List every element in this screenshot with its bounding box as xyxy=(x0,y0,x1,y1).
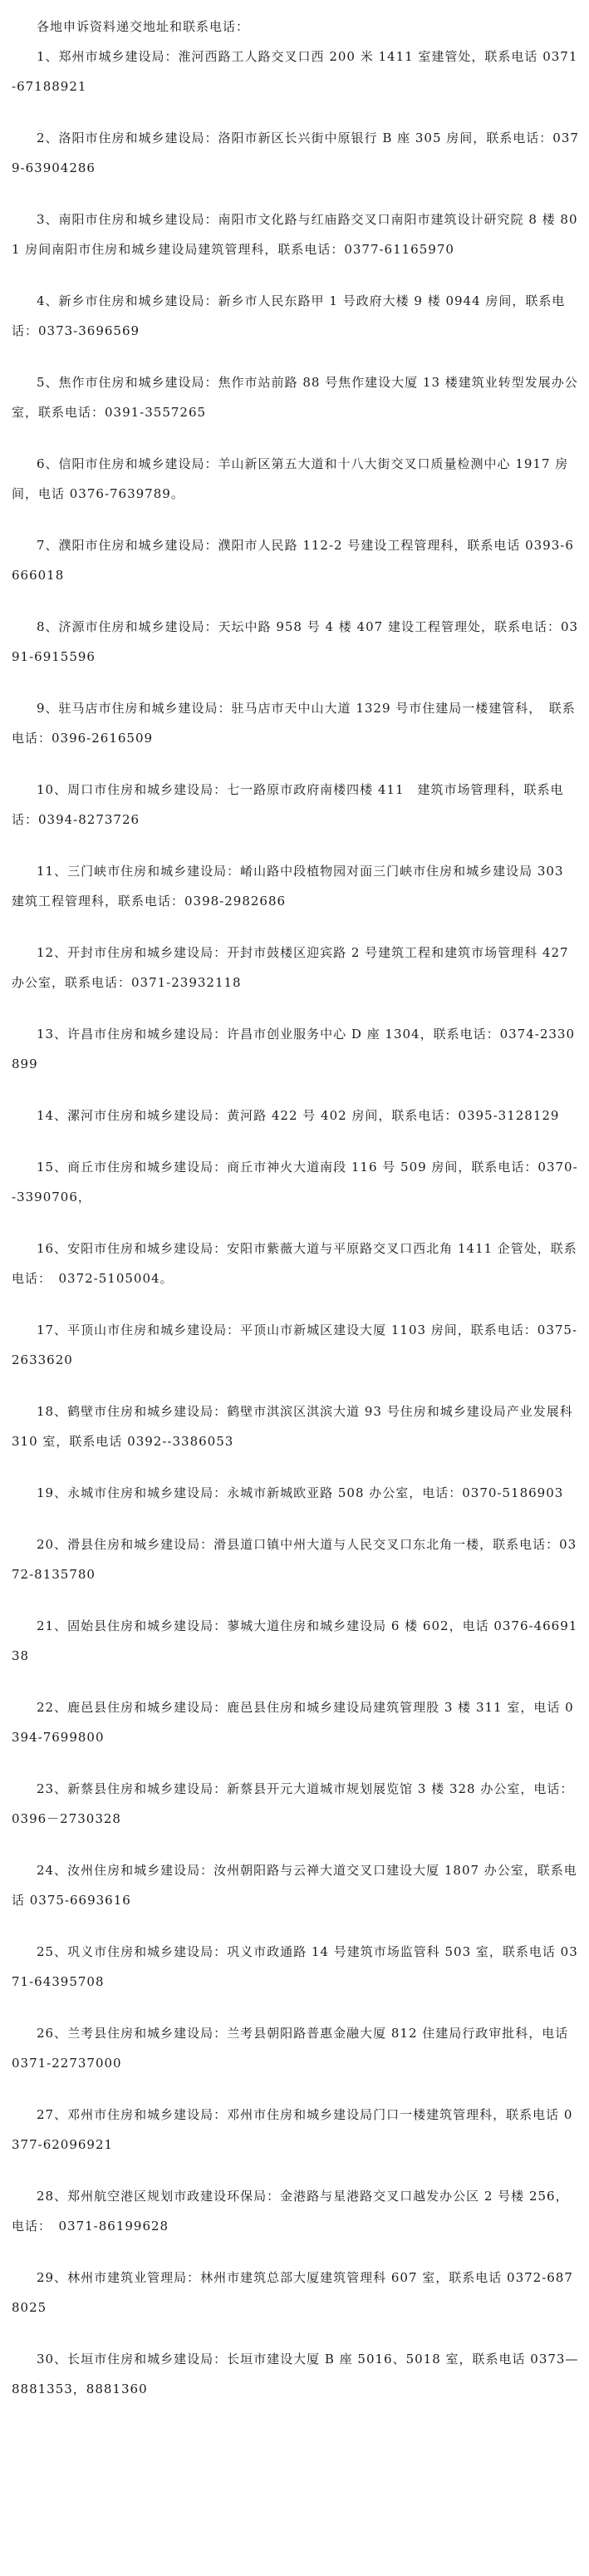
entry-27: 27、邓州市住房和城乡建设局：邓州市住房和城乡建设局门口一楼建筑管理科，联系电话 0377-62096921 xyxy=(12,2107,573,2152)
entry-5: 5、焦作市住房和城乡建设局：焦作市站前路 88 号焦作建设大厦 13 楼建筑业转型发展办公室，联系电话：0391-3557265 xyxy=(12,375,578,420)
intro-heading: 各地申诉资料递交地址和联系电话： xyxy=(37,19,250,34)
entry-6: 6、信阳市住房和城乡建设局：羊山新区第五大道和十八大街交叉口质量检测中心 1917 房间，电话 0376-7639789。 xyxy=(12,456,569,501)
entry-28: 28、郑州航空港区规划市政建设环保局：金港路与星港路交叉口越发办公区 2 号楼 256，电话： 0371-86199628 xyxy=(12,2189,569,2234)
entry-7: 7、濮阳市住房和城乡建设局：濮阳市人民路 112-2 号建设工程管理科，联系电话 0393-6666018 xyxy=(12,538,574,583)
entry-2: 2、洛阳市住房和城乡建设局：洛阳市新区长兴街中原银行 B 座 305 房间，联系电话：0379-63904286 xyxy=(12,131,579,175)
entry-26: 26、兰考县住房和城乡建设局：兰考县朝阳路普惠金融大厦 812 住建局行政审批科，电话 0371-22737000 xyxy=(12,2026,569,2071)
entry-23: 23、新蔡县住房和城乡建设局：新蔡县开元大道城市规划展览馆 3 楼 328 办公室，电话：0396－2730328 xyxy=(12,1781,574,1826)
entry-3: 3、南阳市住房和城乡建设局：南阳市文化路与红庙路交叉口南阳市建筑设计研究院 8 楼 801 房间南阳市住房和城乡建设局建筑管理科，联系电话：0377-61165970 xyxy=(12,212,578,257)
entry-16: 16、安阳市住房和城乡建设局：安阳市紫薇大道与平原路交叉口西北角 1411 企管处，联系电话： 0372-5105004。 xyxy=(12,1241,577,1286)
entry-10: 10、周口市住房和城乡建设局：七一路原市政府南楼四楼 411 建筑市场管理科，联系电话：0394-8273726 xyxy=(12,782,564,827)
entry-24: 24、汝州住房和城乡建设局：汝州朝阳路与云禅大道交叉口建设大厦 1807 办公室，联系电话 0375-6693616 xyxy=(12,1863,577,1908)
entry-14: 14、漯河市住房和城乡建设局：黄河路 422 号 402 房间，联系电话：0395-3128129 xyxy=(37,1108,560,1123)
entry-19: 19、永城市住房和城乡建设局：永城市新城欧亚路 508 办公室，电话：0370-5186903 xyxy=(37,1485,564,1500)
entry-30: 30、长垣市住房和城乡建设局：长垣市建设大厦 B 座 5016、5018 室，联系电话 0373—8881353，8881360 xyxy=(12,2352,579,2396)
entry-29: 29、林州市建筑业管理局：林州市建筑总部大厦建筑管理科 607 室，联系电话 0372-6878025 xyxy=(12,2270,573,2315)
entry-17: 17、平顶山市住房和城乡建设局：平顶山市新城区建设大厦 1103 房间，联系电话：0375-2633620 xyxy=(12,1322,578,1367)
entry-22: 22、鹿邑县住房和城乡建设局：鹿邑县住房和城乡建设局建筑管理股 3 楼 311 室，电话 0394-7699800 xyxy=(12,1700,574,1745)
entry-13: 13、许昌市住房和城乡建设局：许昌市创业服务中心 D 座 1304，联系电话：0374-2330899 xyxy=(12,1027,576,1071)
entry-8: 8、济源市住房和城乡建设局：天坛中路 958 号 4 楼 407 建设工程管理处，联系电话：0391-6915596 xyxy=(12,619,579,664)
entry-1: 1、郑州市城乡建设局：淮河西路工人路交叉口西 200 米 1411 室建管处，联系电话 0371-67188921 xyxy=(12,49,578,94)
entry-12: 12、开封市住房和城乡建设局：开封市鼓楼区迎宾路 2 号建筑工程和建筑市场管理科 427 办公室，联系电话：0371-23932118 xyxy=(12,945,569,990)
entry-21: 21、固始县住房和城乡建设局：蓼城大道住房和城乡建设局 6 楼 602，电话 0376-4669138 xyxy=(12,1618,578,1663)
entry-18: 18、鹤壁市住房和城乡建设局：鹤壁市淇滨区淇滨大道 93 号住房和城乡建设局产业发展科 310 室，联系电话 0392--3386053 xyxy=(12,1404,573,1449)
entry-20: 20、滑县住房和城乡建设局：滑县道口镇中州大道与人民交叉口东北角一楼，联系电话：0372-8135780 xyxy=(12,1537,577,1582)
entry-25: 25、巩义市住房和城乡建设局：巩义市政通路 14 号建筑市场监管科 503 室，联系电话 0371-64395708 xyxy=(12,1944,578,1989)
entry-15: 15、商丘市住房和城乡建设局：商丘市神火大道南段 116 号 509 房间，联系电话：0370--3390706， xyxy=(12,1160,578,1204)
entry-11: 11、三门峡市住房和城乡建设局：崤山路中段植物园对面三门峡市住房和城乡建设局 303 建筑工程管理科，联系电话：0398-2982686 xyxy=(12,864,564,909)
entry-4: 4、新乡市住房和城乡建设局：新乡市人民东路甲 1 号政府大楼 9 楼 0944 房间，联系电话：0373-3696569 xyxy=(12,293,566,338)
entry-9: 9、驻马店市住房和城乡建设局：驻马店市天中山大道 1329 号市住建局一楼建管科， 联系电话：0396-2616509 xyxy=(12,701,576,746)
entry-list xyxy=(12,42,581,2404)
